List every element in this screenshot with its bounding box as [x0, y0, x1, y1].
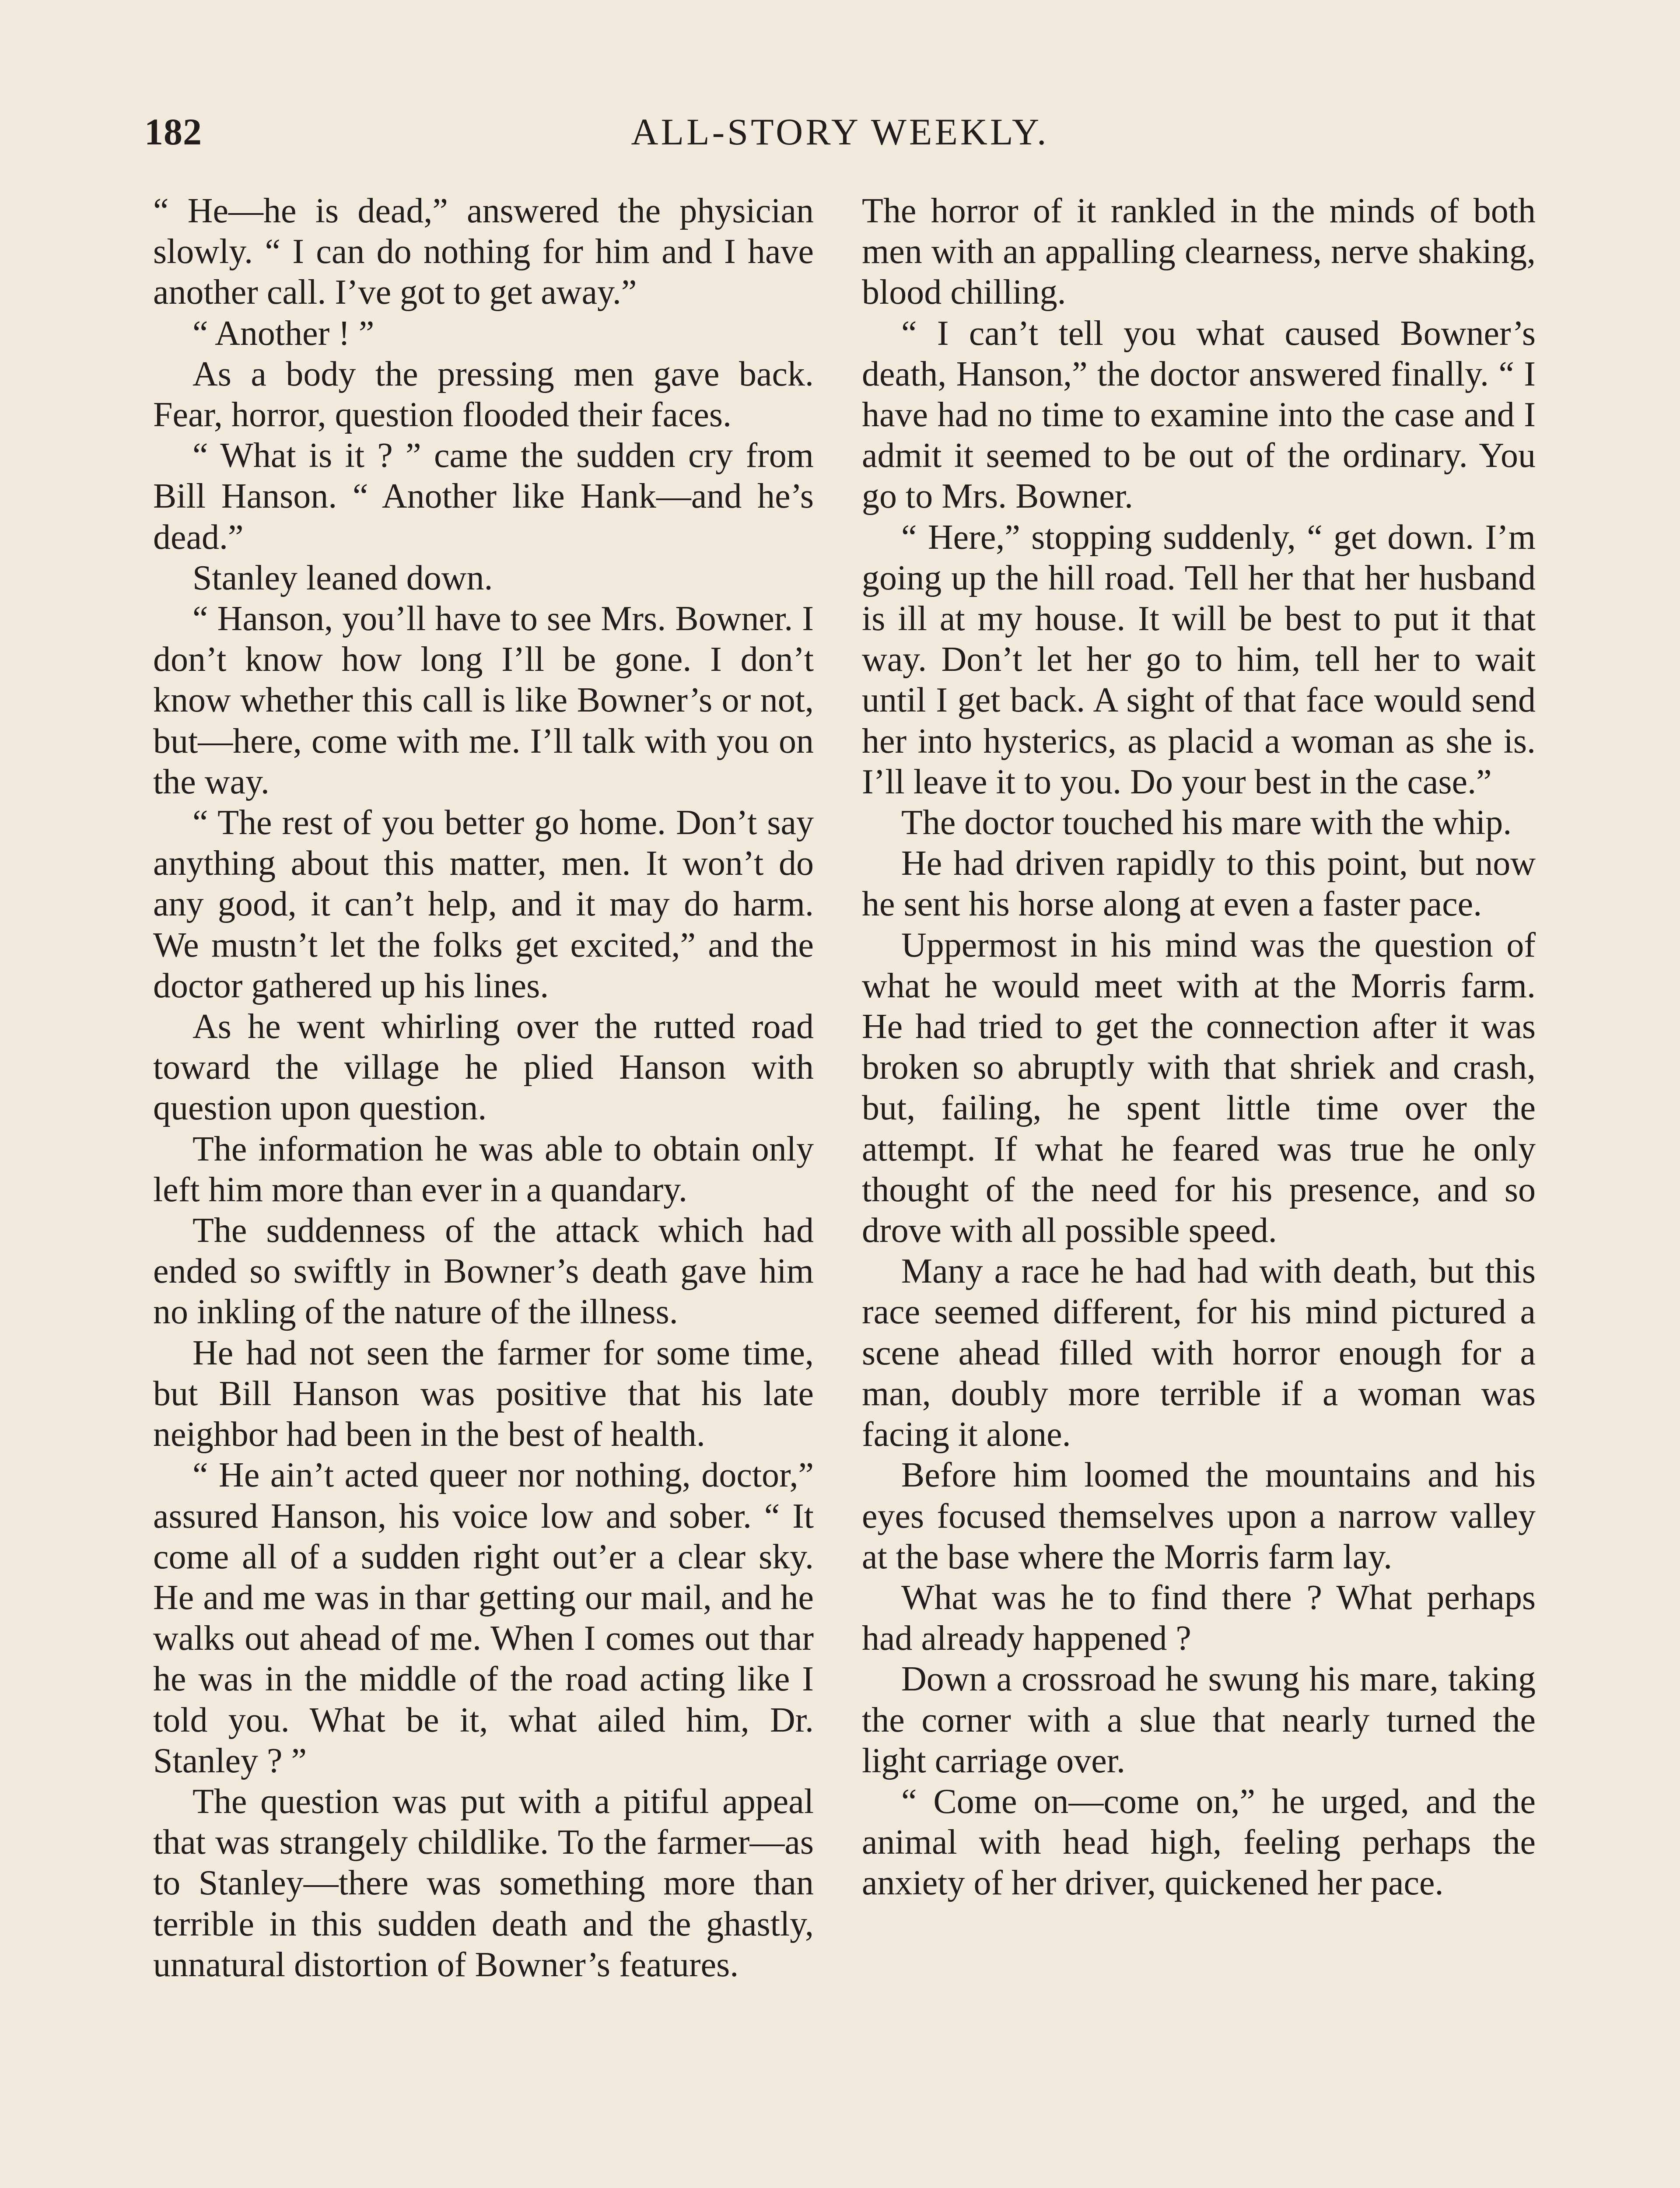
paragraph: What was he to find there ? What perhaps had already happened ?	[862, 1578, 1536, 1658]
paragraph: The suddenness of the attack which had ended so swiftly in Bowner’s death gave him no inkling of the nature of the illness.	[153, 1211, 814, 1332]
paragraph: “ I can’t tell you what caused Bowner’s death, Hanson,” the doctor answered finally. “ I have had no time to examine into the case and I admit it seemed to be out of the ordinary. You go to Mrs. Bowner.	[862, 314, 1536, 516]
paragraph: “ He—he is dead,” answered the physician slowly. “ I can do nothing for him and I have another call. I’ve got to get away.”	[153, 192, 814, 312]
paragraph: Down a crossroad he swung his mare, taking the corner with a slue that nearly turned the light carriage over.	[862, 1660, 1536, 1780]
paragraph: The information he was able to obtain only left him more than ever in a quandary.	[153, 1129, 814, 1209]
paragraph: “ The rest of you better go home. Don’t say anything about this matter, men. It won’t do any good, it can’t help, and it may do harm. We mustn’t let the folks get excited,” and the doctor gathered up his lines.	[153, 803, 814, 1005]
paragraph: He had driven rapidly to this point, but now he sent his horse along at even a faster pace.	[862, 844, 1536, 924]
paragraph: The question was put with a pitiful appeal that was strangely childlike. To the farmer—as to Stanley—there was something more than terrible in this sudden death and the ghastly, unnatural distortion of Bowner’s features.	[153, 1782, 814, 1984]
paragraph: As he went whirling over the rutted road toward the village he plied Hanson with question upon question.	[153, 1007, 814, 1128]
paragraph: As a body the pressing men gave back. Fear, horror, question flooded their faces.	[153, 354, 814, 435]
text-column-right	[862, 191, 1536, 1904]
paragraph: The horror of it rankled in the minds of both men with an appalling clearness, nerve shaking, blood chilling.	[862, 192, 1536, 312]
paragraph: Uppermost in his mind was the question of what he would meet with at the Morris farm. He had tried to get the connection after it was broken so abruptly with that shriek and crash, but, failing, he spent little time over the attempt. If what he feared was true he only thought of the need for his presence, and so drove with all possible speed.	[862, 926, 1536, 1250]
running-head: ALL-STORY WEEKLY.	[631, 111, 1049, 153]
paragraph: “ Another ! ”	[192, 314, 374, 353]
paragraph: The doctor touched his mare with the whip.	[901, 803, 1512, 842]
paragraph: He had not seen the farmer for some time, but Bill Hanson was positive that his late neighbor had been in the best of health.	[153, 1333, 814, 1454]
text-column-left	[153, 191, 814, 1985]
paragraph: “ Come on—come on,” he urged, and the animal with head high, feeling perhaps the anxiety of her driver, quickened her pace.	[862, 1782, 1536, 1903]
paragraph: “ Hanson, you’ll have to see Mrs. Bowner. I don’t know how long I’ll be gone. I don’t know whether this call is like Bowner’s or not, but—here, come with me. I’ll talk with you on the way.	[153, 600, 814, 801]
paragraph: “ He ain’t acted queer nor nothing, doctor,” assured Hanson, his voice low and sober. “ It come all of a sudden right out’er a clear sky. He and me was in thar getting our mail, and he walks out ahead of me. When I comes out thar he was in the middle of the road acting like I told you. What be it, what ailed him, Dr. Stanley ? ”	[153, 1456, 814, 1780]
paragraph: “ What is it ? ” came the sudden cry from Bill Hanson. “ Another like Hank—and he’s dead.”	[153, 436, 814, 557]
paragraph: Stanley leaned down.	[192, 558, 493, 597]
page-number: 182	[144, 111, 202, 153]
paragraph: Before him loomed the mountains and his eyes focused themselves upon a narrow valley at the base where the Morris farm lay.	[862, 1456, 1536, 1576]
paragraph: “ Here,” stopping suddenly, “ get down. I’m going up the hill road. Tell her that her husband is ill at my house. It will be best to put it that way. Don’t let her go to him, tell her to wait until I get back. A sight of that face would send her into hysterics, as placid a woman as she is. I’ll leave it to you. Do your best in the case.”	[862, 518, 1536, 801]
paragraph: Many a race he had had with death, but this race seemed different, for his mind pictured a scene ahead filled with horror enough for a man, doubly more terrible if a woman was facing it alone.	[862, 1252, 1536, 1454]
